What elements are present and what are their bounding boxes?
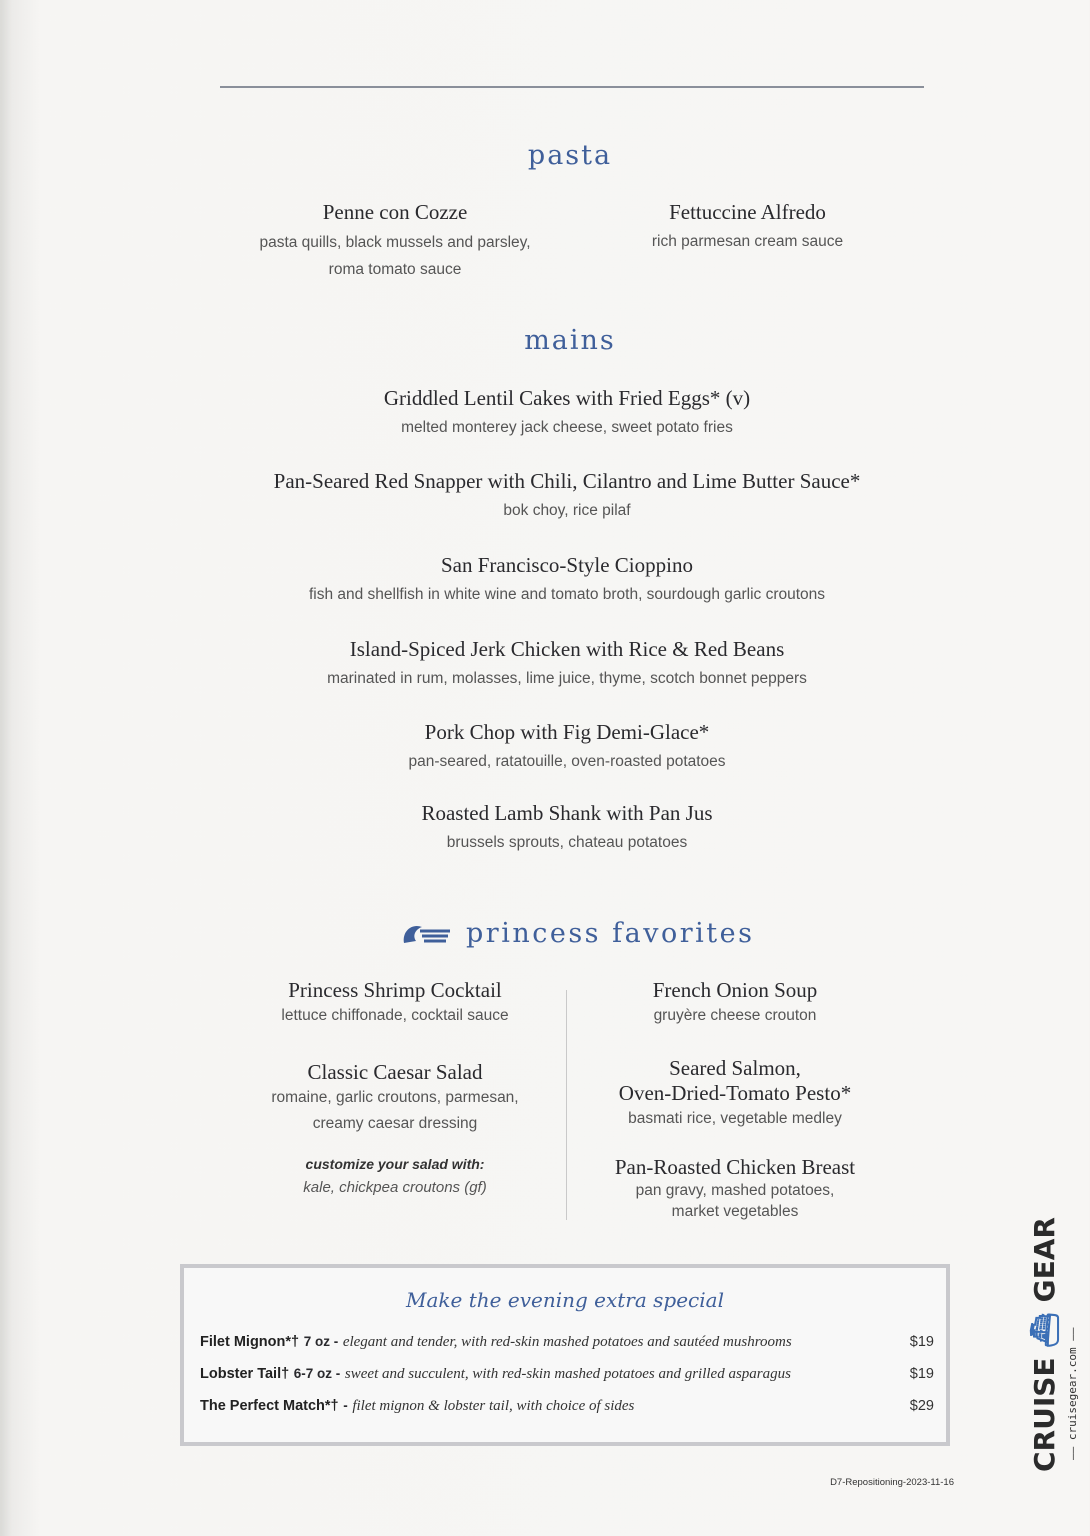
ship-icon: ⛴ (1028, 1312, 1061, 1348)
item-desc: brussels sprouts, chateau potatoes (446, 834, 688, 851)
item-name: San Francisco-Style Cioppino (441, 553, 693, 577)
section-title-text: princess favorites (466, 918, 755, 949)
menu-item (600, 200, 895, 255)
item-name: Lobster Tail† (200, 1366, 290, 1382)
watermark-url: cruisegear.com (1066, 1347, 1079, 1441)
item-desc: filet mignon & lobster tail, with choice of sides (352, 1398, 635, 1414)
menu-item (0, 386, 1090, 441)
item-desc: basmati rice, vegetable medley (628, 1110, 842, 1127)
item-desc: pasta quills, black mussels and parsley, (259, 234, 531, 251)
item-size: - (343, 1398, 348, 1413)
customize-note (240, 1152, 550, 1200)
item-desc: rich parmesan cream sauce (651, 233, 844, 250)
item-price: $19 (909, 1334, 934, 1350)
item-name: The Perfect Match*† (200, 1398, 339, 1414)
section-title-favorites (400, 918, 754, 949)
special-title: Make the evening extra special (406, 1288, 724, 1312)
menu-item (240, 978, 550, 1029)
item-name: Classic Caesar Salad (307, 1060, 483, 1084)
column-divider (566, 990, 567, 1220)
item-name: Pan-Seared Red Snapper with Chili, Cilantro and Lime Butter Sauce* (273, 469, 861, 493)
item-desc: gruyère cheese crouton (653, 1007, 817, 1024)
watermark-brand: GEAR (1028, 1217, 1061, 1303)
watermark-brand: CRUISE (1028, 1357, 1061, 1472)
item-name: Pan-Roasted Chicken Breast (614, 1155, 856, 1179)
top-rule (220, 86, 924, 88)
item-name: Griddled Lentil Cakes with Fried Eggs* (v) (383, 386, 751, 410)
menu-item (240, 1060, 550, 1137)
customize-label: customize your salad with: (305, 1156, 485, 1172)
item-desc: marinated in rum, molasses, lime juice, thyme, scotch bonnet peppers (327, 670, 807, 687)
menu-item (580, 1056, 890, 1132)
item-name: Seared Salmon, (669, 1056, 801, 1080)
item-name: Filet Mignon*† (200, 1334, 300, 1350)
item-name: Roasted Lamb Shank with Pan Jus (421, 801, 713, 825)
item-size: 6-7 oz - (293, 1366, 341, 1381)
item-name: Island-Spiced Jerk Chicken with Rice & Red Beans (349, 637, 785, 661)
special-item (200, 1334, 934, 1351)
section-title-mains: mains (524, 325, 616, 356)
special-item (200, 1398, 934, 1415)
customize-value: kale, chickpea croutons (gf) (303, 1179, 487, 1196)
menu-code: D7-Repositioning-2023-11-16 (830, 1477, 954, 1488)
item-desc: sweet and succulent, with red-skin mashed potatoes and grilled asparagus (344, 1366, 791, 1382)
item-desc: pan gravy, mashed potatoes, (635, 1182, 835, 1199)
item-name: Princess Shrimp Cocktail (288, 978, 502, 1002)
item-desc: market vegetables (671, 1203, 799, 1220)
item-size: 7 oz - (303, 1334, 339, 1349)
item-desc: romaine, garlic croutons, parmesan, (271, 1089, 519, 1106)
menu-item (0, 720, 1090, 775)
item-name: Fettuccine Alfredo (669, 200, 826, 224)
menu-item (580, 978, 890, 1029)
item-name: Oven-Dried-Tomato Pesto* (618, 1081, 852, 1105)
item-desc: melted monterey jack cheese, sweet potato fries (401, 419, 733, 436)
menu-item (0, 469, 1090, 524)
item-price: $29 (909, 1398, 934, 1414)
menu-item (0, 553, 1090, 608)
item-desc: lettuce chiffonade, cocktail sauce (281, 1007, 509, 1024)
item-price: $19 (909, 1366, 934, 1382)
menu-item (0, 801, 1090, 856)
cruisegear-watermark: CRUISE ⛴ GEAR —— cruisegear.com —— (1028, 1217, 1079, 1472)
item-name: Penne con Cozze (322, 200, 468, 224)
item-desc: bok choy, rice pilaf (503, 502, 631, 519)
item-name: French Onion Soup (652, 978, 818, 1002)
special-upgrades-box (180, 1264, 950, 1446)
item-desc: pan-seared, ratatouille, oven-roasted potatoes (408, 753, 726, 770)
princess-seawitch-icon (400, 919, 454, 949)
item-desc: creamy caesar dressing (312, 1115, 478, 1132)
item-desc: elegant and tender, with red-skin mashed potatoes and sautéed mushrooms (342, 1334, 792, 1350)
item-desc: roma tomato sauce (328, 261, 462, 278)
section-title-pasta: pasta (527, 140, 613, 171)
item-desc: fish and shellfish in white wine and tomato broth, sourdough garlic croutons (308, 586, 826, 603)
menu-item (0, 637, 1090, 692)
special-item (200, 1366, 934, 1383)
menu-item (580, 1155, 890, 1222)
menu-item (235, 200, 555, 283)
item-name: Pork Chop with Fig Demi-Glace* (424, 720, 710, 744)
